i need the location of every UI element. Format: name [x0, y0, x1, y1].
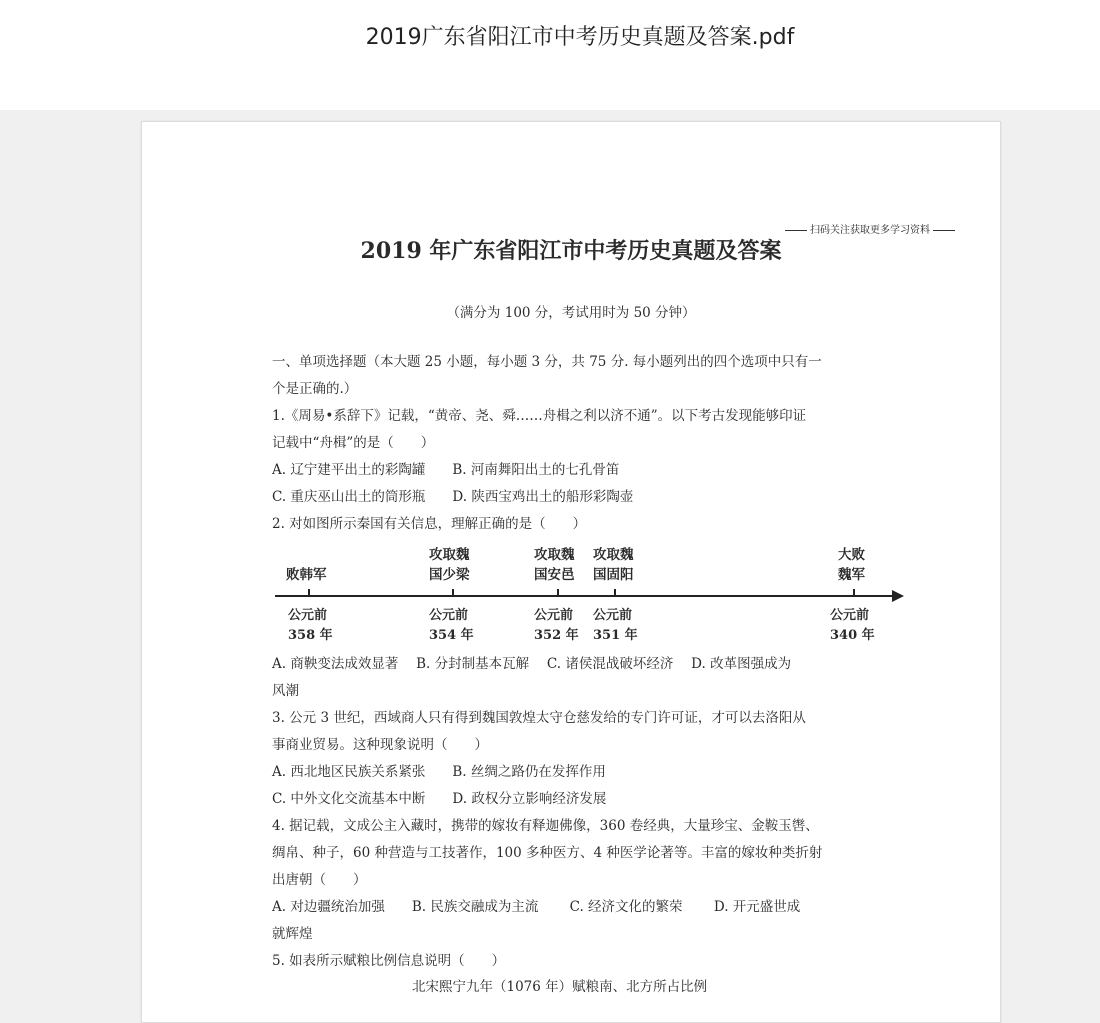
timeline-event-4-line2: 国固阳 — [593, 567, 634, 583]
q1-stem-line-1: 1.《周易•系辞下》记载，“黄帝、尧、舜……舟楫之利以济不通”。以下考古发现能够印证 — [272, 408, 807, 424]
q1-options-line-2: C. 重庆巫山出土的筒形瓶 D. 陕西宝鸡出土的船形彩陶壶 — [272, 489, 634, 505]
timeline-tick — [308, 589, 310, 596]
q4-stem-line-2: 绸帛、种子，60 种营造与工技著作，100 多种医方、4 种医学论著等。丰富的嫁妆种类折射 — [272, 845, 823, 861]
exam-subtitle: （满分为 100 分，考试用时为 50 分钟） — [446, 305, 696, 321]
timeline-date-2-line2: 354 年 — [429, 628, 474, 643]
timeline-tick — [614, 589, 616, 596]
section-header-line-2: 个是正确的.） — [272, 381, 358, 397]
timeline-event-4-line1: 攻取魏 — [593, 547, 634, 563]
timeline-event-5-line1: 大败 — [838, 547, 865, 563]
timeline-event-1 — [286, 545, 327, 585]
timeline-date-2 — [429, 606, 474, 646]
timeline-date-4-line2: 351 年 — [593, 628, 638, 643]
qr-note-dash-right — [933, 230, 955, 231]
q1-options-line-1: A. 辽宁建平出土的彩陶罐 B. 河南舞阳出土的七孔骨笛 — [272, 462, 620, 478]
timeline-date-3-line2: 352 年 — [534, 628, 579, 643]
qr-note-dash-left — [785, 230, 807, 231]
viewer-header — [0, 0, 1100, 110]
timeline-date-1-line1: 公元前 — [288, 608, 328, 623]
q2-timeline — [272, 542, 912, 652]
timeline-date-1-line2: 358 年 — [288, 628, 333, 643]
section-header-line-1: 一、单项选择题（本大题 25 小题，每小题 3 分，共 75 分. 每小题列出的四个选项中只有一 — [272, 354, 822, 370]
timeline-event-5-line2: 魏军 — [838, 567, 865, 583]
timeline-date-2-line1: 公元前 — [429, 608, 469, 623]
q3-stem-line-2: 事商业贸易。这种现象说明（ ） — [272, 737, 488, 753]
timeline-event-2-line1: 攻取魏 — [429, 547, 470, 563]
exam-title: 2019 年广东省阳江市中考历史真题及答案 — [360, 238, 782, 264]
timeline-tick — [557, 589, 559, 596]
timeline-tick — [452, 589, 454, 596]
qr-note-text: 扫码关注获取更多学习资料 — [810, 225, 930, 236]
timeline-event-5 — [838, 545, 865, 585]
timeline-date-4 — [593, 606, 638, 646]
timeline-axis — [275, 595, 895, 597]
timeline-date-3-line1: 公元前 — [534, 608, 574, 623]
q3-options-line-2: C. 中外文化交流基本中断 D. 政权分立影响经济发展 — [272, 791, 607, 807]
timeline-date-5 — [830, 606, 875, 646]
timeline-date-3 — [534, 606, 579, 646]
q3-stem-line-1: 3. 公元 3 世纪，西域商人只有得到魏国敦煌太守仓慈发给的专门许可证，才可以去洛阳从 — [272, 710, 806, 726]
q4-options-line-2: 就辉煌 — [272, 926, 313, 942]
q3-options-line-1: A. 西北地区民族关系紧张 B. 丝绸之路仍在发挥作用 — [272, 764, 606, 780]
q5-stem: 5. 如表所示赋粮比例信息说明（ ） — [272, 953, 506, 969]
timeline-event-3 — [534, 545, 575, 585]
q2-stem: 2. 对如图所示秦国有关信息，理解正确的是（ ） — [272, 516, 587, 532]
timeline-date-4-line1: 公元前 — [593, 608, 633, 623]
timeline-tick — [853, 589, 855, 596]
q4-stem-line-3: 出唐朝（ ） — [272, 872, 367, 888]
q4-stem-line-1: 4. 据记载，文成公主入藏时，携带的嫁妆有释迦佛像，360 卷经典，大量珍宝、金鞍玉辔、 — [272, 818, 819, 834]
q2-options-line-1: A. 商鞅变法成效显著 B. 分封制基本瓦解 C. 诸侯混战破坏经济 D. 改革图强成为 — [272, 656, 792, 672]
timeline-date-5-line1: 公元前 — [830, 608, 870, 623]
timeline-event-1-line2: 败韩军 — [286, 567, 327, 583]
timeline-event-1-line1 — [286, 545, 327, 565]
document-title: 2019广东省阳江市中考历史真题及答案.pdf — [365, 25, 795, 50]
timeline-event-2 — [429, 545, 470, 585]
q5-table-caption: 北宋熙宁九年（1076 年）赋粮南、北方所占比例 — [412, 979, 708, 995]
timeline-event-4 — [593, 545, 634, 585]
timeline-date-1 — [288, 606, 333, 646]
q2-options-line-2: 风潮 — [272, 683, 299, 699]
timeline-event-3-line1: 攻取魏 — [534, 547, 575, 563]
timeline-event-3-line2: 国安邑 — [534, 567, 575, 583]
timeline-date-5-line2: 340 年 — [830, 628, 875, 643]
pdf-page — [141, 121, 1001, 1023]
timeline-event-2-line2: 国少梁 — [429, 567, 470, 583]
timeline-arrow-icon — [892, 590, 904, 602]
q4-options-line-1: A. 对边疆统治加强 B. 民族交融成为主流 C. 经济文化的繁荣 D. 开元盛世成 — [272, 899, 801, 915]
q1-stem-line-2: 记载中“舟楫”的是（ ） — [272, 435, 435, 451]
